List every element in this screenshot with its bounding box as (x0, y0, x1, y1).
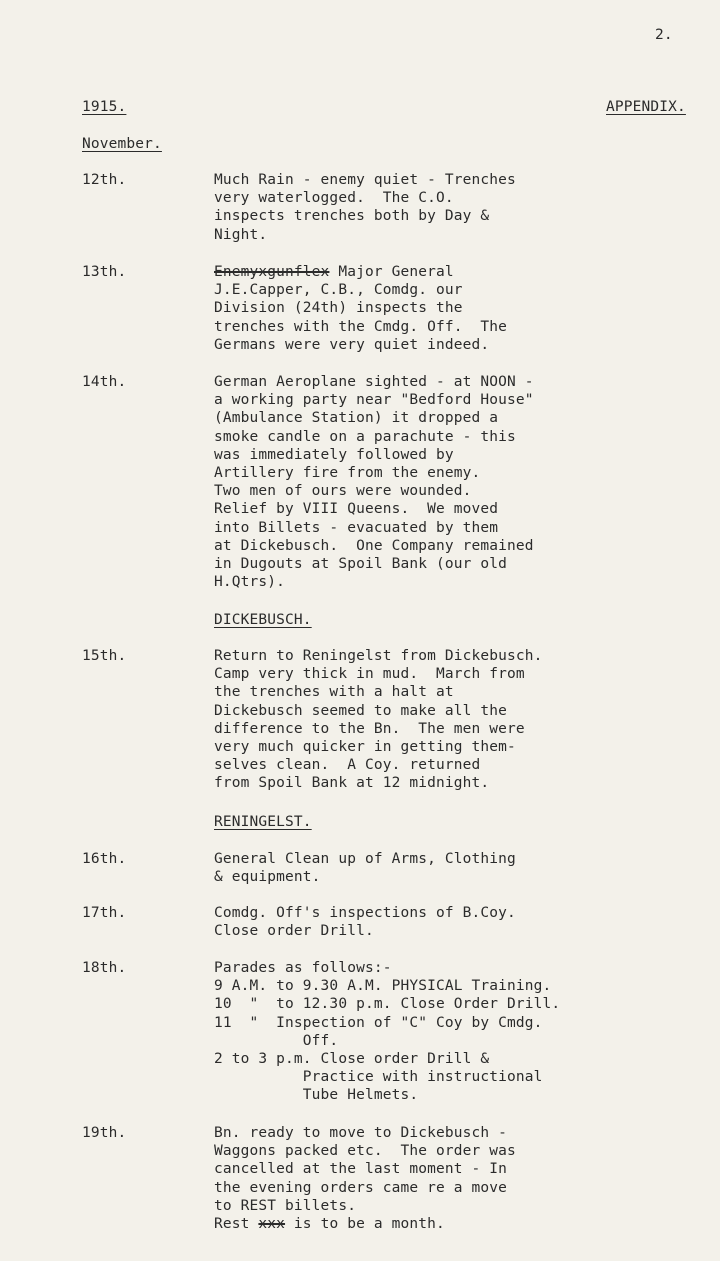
page-number: 2. (655, 27, 673, 43)
location-heading-reningelst: RENINGELST. (214, 814, 312, 830)
struck-text: xxx (258, 1216, 286, 1233)
entry-date: 12th. (82, 172, 127, 188)
location-heading-dickebusch: DICKEBUSCH. (214, 612, 312, 628)
entry-date: 19th. (82, 1125, 127, 1141)
entry-date: 17th. (82, 905, 127, 921)
entry-date: 16th. (82, 851, 127, 867)
entry-text: Return to Reningelst from Dickebusch. Camp very thick in mud. March from the trenches with a halt at Dickebusch seemed to make all the difference to the Bn. The men were very much quicker in getting them- selves clean. A Coy. returned from Spoil Bank at 12 midnight. (214, 648, 543, 792)
year-heading: 1915. (82, 99, 127, 115)
entry-date: 15th. (82, 648, 127, 664)
month-heading: November. (82, 136, 162, 152)
entry-date: 18th. (82, 960, 127, 976)
entry-text: General Clean up of Arms, Clothing & equipment. (214, 851, 516, 886)
struck-text: Enemyxgunflex (214, 264, 330, 280)
entry-text: German Aeroplane sighted - at NOON - a working party near "Bedford House" (Ambulance Station) it dropped a smoke candle on a parachute - this was immediately followed by Artillery fire from the enemy. Two men of ours were wounded. Relief by VIII Queens. We moved into Billets - evacuated by them at Dickebusch. One Company remained in Dugouts at Spoil Bank (our old H.Qtrs). (214, 374, 534, 591)
entry-text: Comdg. Off's inspections of B.Coy. Close order Drill. (214, 905, 516, 940)
entry-date: 13th. (82, 264, 127, 280)
entry-text: Bn. ready to move to Dickebusch - Waggons packed etc. The order was cancelled at the last moment - In the evening orders came re a move to REST billets. Rest xxx is to be a month. (214, 1125, 516, 1233)
entry-date: 14th. (82, 374, 127, 390)
entry-text: Much Rain - enemy quiet - Trenches very waterlogged. The C.O. inspects trenches both by Day & Night. (214, 172, 516, 243)
entry-text: Enemyxgunflex Major General J.E.Capper, C.B., Comdg. our Division (24th) inspects the trenches with the Cmdg. Off. The Germans were very quiet indeed. (214, 264, 508, 353)
entry-text: Parades as follows:- 9 A.M. to 9.30 A.M. PHYSICAL Training. 10 " to 12.30 p.m. Close Order Drill. 11 " Inspection of "C" Coy by Cmdg. Off. 2 to 3 p.m. Close order Drill & Practice with instructional Tube Helmets. (214, 960, 561, 1104)
appendix-heading: APPENDIX. (606, 99, 686, 115)
